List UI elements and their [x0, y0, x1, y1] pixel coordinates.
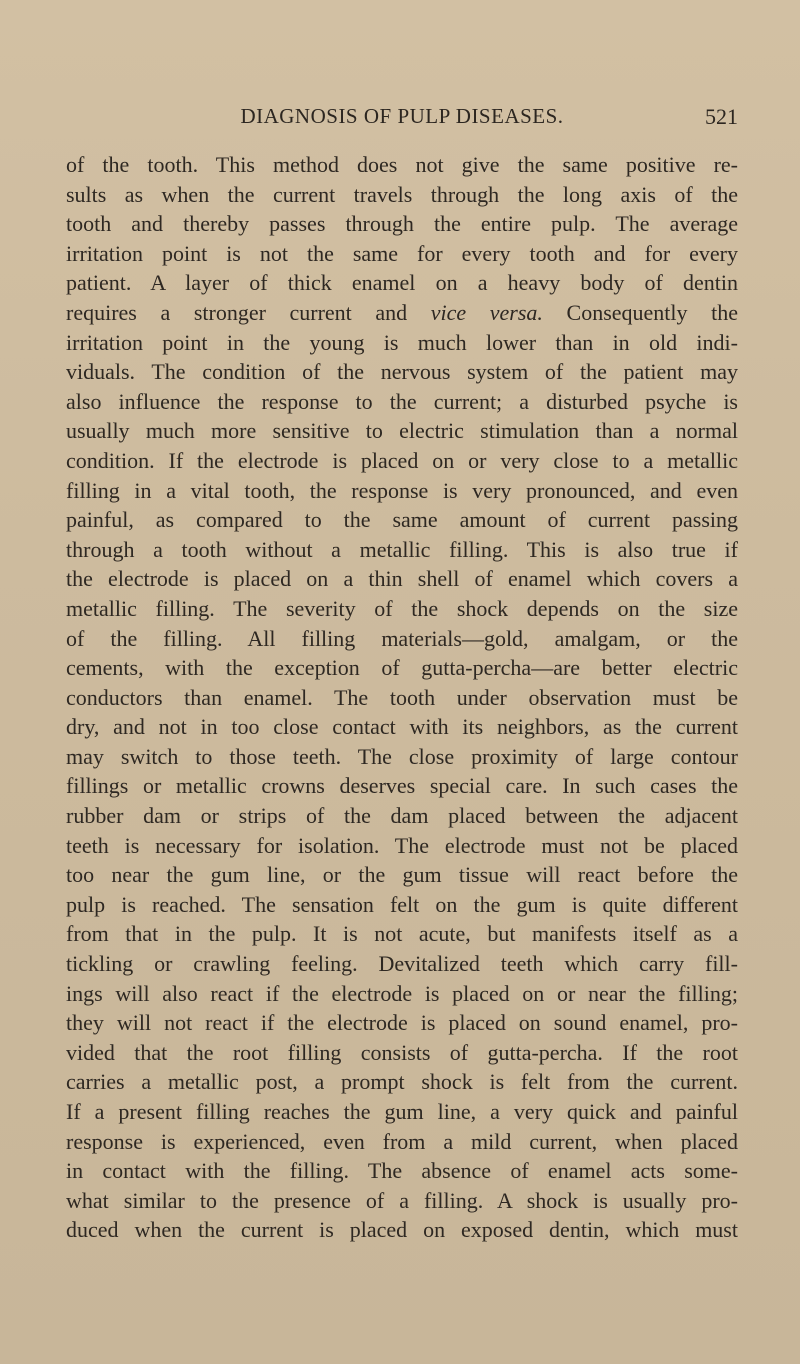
text-run: Consequently the [542, 299, 738, 325]
text-line: dry, and not in too close contact with its neighbors, as the current [66, 714, 738, 740]
text-line: rubber dam or strips of the dam placed between the adjacent [66, 803, 738, 829]
italic-phrase: vice versa. [430, 299, 543, 325]
text-line: viduals. The condition of the nervous system of the patient may [66, 359, 738, 385]
text-line: teeth is necessary for isolation. The electrode must not be placed [66, 832, 738, 858]
text-line: If a present filling reaches the gum line, a very quick and painful [66, 1099, 738, 1124]
text-line: tickling or crawling feeling. Devitalized teeth which carry fill- [66, 951, 738, 977]
text-line: irritation point is not the same for every tooth and for every [66, 240, 738, 266]
text-line: condition. If the electrode is placed on or very close to a metallic [66, 447, 738, 473]
text-line: pulp is reached. The sensation felt on the gum is quite different [66, 891, 738, 917]
text-line: tooth and thereby passes through the entire pulp. The average [66, 211, 738, 237]
running-title: DIAGNOSIS OF PULP DISEASES. [240, 104, 564, 128]
text-line: cements, with the exception of gutta-percha—are better electric [66, 655, 738, 681]
text-line: of the filling. All filling materials—gold, amalgam, or the [66, 625, 738, 651]
text-line: ings will also react if the electrode is placed on or near the filling; [66, 980, 738, 1006]
text-line: vided that the root filling consists of gutta-percha. If the root [66, 1039, 738, 1065]
text-line: also influence the response to the current; a disturbed psyche is [66, 388, 738, 414]
text-line: duced when the current is placed on exposed dentin, which must [66, 1217, 738, 1243]
text-line: painful, as compared to the same amount of current passing [66, 507, 738, 533]
text-line: sults as when the current travels through the long axis of the [66, 181, 738, 207]
text-line: of the tooth. This method does not give the same positive re- [66, 152, 738, 177]
text-line: fillings or metallic crowns deserves special care. In such cases the [66, 773, 738, 799]
text-line: from that in the pulp. It is not acute, but manifests itself as a [66, 921, 738, 947]
text-line: carries a metallic post, a prompt shock is felt from the current. [66, 1069, 738, 1095]
text-line: filling in a vital tooth, the response is very pronounced, and even [66, 477, 738, 503]
running-head [66, 104, 738, 134]
text-line: they will not react if the electrode is placed on sound enamel, pro- [66, 1010, 738, 1036]
text-line: what similar to the presence of a filling. A shock is usually pro- [66, 1187, 738, 1213]
text-line: the electrode is placed on a thin shell of enamel which covers a [66, 566, 738, 592]
text-line: may switch to those teeth. The close proximity of large contour [66, 743, 738, 769]
text-line: usually much more sensitive to electric stimulation than a normal [66, 418, 738, 444]
text-line: patient. A layer of thick enamel on a heavy body of dentin [66, 270, 738, 296]
text-line: too near the gum line, or the gum tissue will react before the [66, 862, 738, 888]
text-line: through a tooth without a metallic filling. This is also true if [66, 536, 738, 562]
text-line [66, 298, 738, 328]
text-line: in contact with the filling. The absence of enamel acts some- [66, 1158, 738, 1184]
text-line: metallic filling. The severity of the shock depends on the size [66, 595, 738, 621]
text-line: response is experienced, even from a mild current, when placed [66, 1128, 738, 1154]
text-line: irritation point in the young is much lower than in old indi- [66, 329, 738, 355]
text-line: conductors than enamel. The tooth under observation must be [66, 684, 738, 710]
body-paragraph [66, 150, 738, 1245]
text-run: requires a stronger current and [66, 299, 431, 325]
page-number: 521 [705, 104, 738, 129]
